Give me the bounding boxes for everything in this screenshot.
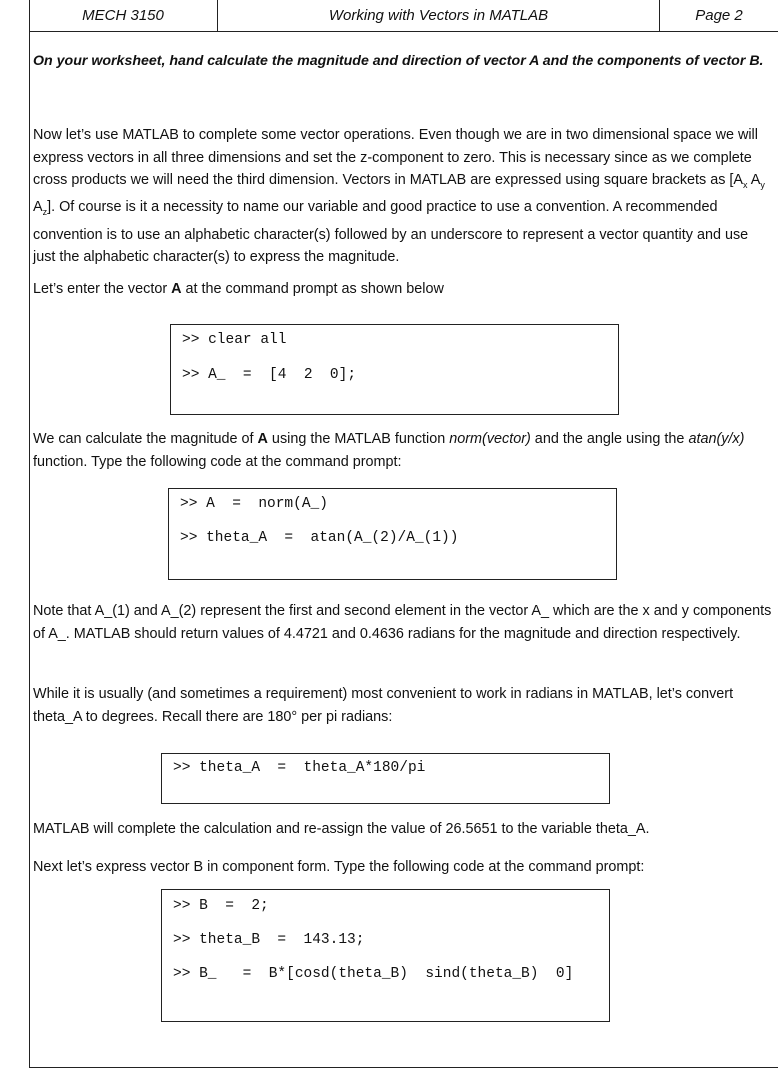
vector-a-bold: A	[171, 281, 182, 297]
subscript-x: x	[743, 179, 748, 190]
enter-vector-paragraph	[33, 278, 773, 301]
page-header	[29, 0, 778, 32]
note-paragraph: Note that A_(1) and A_(2) represent the first and second element in the vector A_ which are the x and y components of A_. MATLAB should return values of 4.4721 and 0.4636 radians for the magnitude and direction respectively.	[33, 603, 772, 642]
magnitude-text: function. Type the following code at the command prompt:	[33, 453, 402, 470]
magnitude-text: and the angle using the	[530, 431, 689, 447]
magnitude-text: using the MATLAB function	[267, 431, 450, 447]
intro-paragraph	[33, 124, 773, 269]
code-block-1	[170, 324, 619, 415]
code-line: >> A = norm(A_)	[180, 496, 328, 512]
vector-a-bold: A	[257, 431, 268, 447]
intro-text-rest: ]. Of course is it a necessity to name our variable and good practice to use a convention. A recommended convention is to use an alphabetic character(s) followed by an underscore to represent a vector quantity and use just the alphabetic character(s) to express the magnitude.	[33, 199, 749, 266]
norm-function: norm(vector)	[449, 431, 531, 447]
code-line: >> theta_A = theta_A*180/pi	[173, 760, 426, 776]
code-line: >> B = 2;	[173, 898, 269, 914]
subscript-z: z	[42, 207, 48, 218]
code-block-3	[161, 753, 610, 804]
reassign-paragraph: MATLAB will complete the calculation and re-assign the value of 26.5651 to the variable theta_A.	[33, 821, 650, 837]
component-y: A	[747, 172, 761, 188]
code-line: >> clear all	[182, 332, 287, 348]
code-block-2	[168, 488, 617, 580]
course-code: MECH 3150	[29, 0, 218, 31]
magnitude-text: We can calculate the magnitude of	[33, 431, 258, 447]
radians-paragraph: While it is usually (and sometimes a requirement) most convenient to work in radians in MATLAB, let’s convert theta_A to degrees. Recall there are 180° per pi radians:	[33, 686, 734, 725]
subscript-y: y	[760, 179, 765, 190]
vector-b-paragraph: Next let’s express vector B in component form. Type the following code at the command prompt:	[33, 859, 645, 875]
document-title: Working with Vectors in MATLAB	[218, 0, 660, 31]
atan-function: atan(y/x)	[688, 431, 745, 447]
code-line: >> theta_A = atan(A_(2)/A_(1))	[180, 530, 459, 546]
page-number: Page 2	[695, 7, 743, 24]
magnitude-paragraph	[33, 428, 773, 473]
component-z: A	[33, 199, 43, 216]
code-line: >> B_ = B*[cosd(theta_B) sind(theta_B) 0]	[173, 966, 574, 982]
intro-text: Now let’s use MATLAB to complete some vector operations. Even though we are in two dimensional space we will express vectors in all three dimensions and set the z-component to zero. This is necessary since as we complete cross products we will need the third dimension. Vectors in MATLAB are expressed using square brackets as [A	[33, 127, 758, 188]
enter-vector-text: Let’s enter the vector	[33, 281, 172, 297]
code-block-4	[161, 889, 610, 1022]
worksheet-instruction: On your worksheet, hand calculate the magnitude and direction of vector A and the components of vector B.	[33, 53, 764, 69]
enter-vector-text-end: at the command prompt as shown below	[181, 281, 444, 297]
code-line: >> A_ = [4 2 0];	[182, 367, 357, 383]
code-line: >> theta_B = 143.13;	[173, 932, 365, 948]
